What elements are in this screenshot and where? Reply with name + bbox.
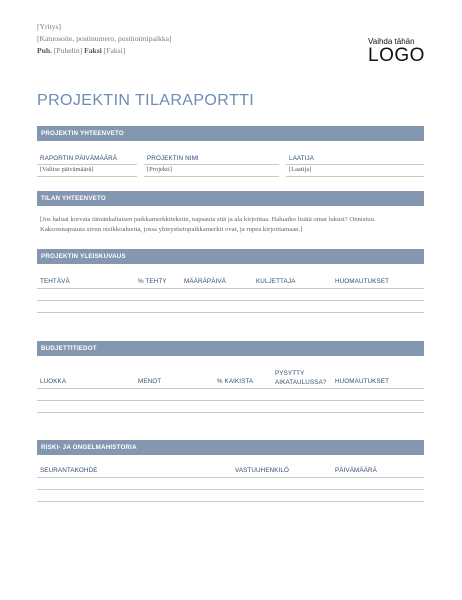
- table-row[interactable]: [37, 501, 424, 502]
- divider: [286, 176, 424, 177]
- logo-placeholder[interactable]: [368, 37, 438, 66]
- company-info: [37, 21, 172, 57]
- phone-label: Puh.: [37, 46, 52, 55]
- column-percent-total: % KAIKISTA: [217, 378, 254, 385]
- divider: [286, 164, 424, 165]
- logo-text: LOGO: [368, 45, 425, 66]
- company-address[interactable]: [Katuosoite, postinumero, postitoimipaikka]: [37, 34, 172, 43]
- section-header-budget: BUDJETTITIEDOT: [37, 341, 424, 356]
- table-row[interactable]: [37, 412, 424, 413]
- divider: [37, 164, 137, 165]
- table-row[interactable]: [37, 312, 424, 313]
- column-notes: HUOMAUTUKSET: [335, 378, 390, 385]
- column-due-date: MÄÄRÄPÄIVÄ: [184, 278, 226, 285]
- divider: [37, 176, 137, 177]
- column-category: LUOKKA: [40, 378, 67, 385]
- column-percent-done: % TEHTY: [138, 278, 167, 285]
- column-responsible: VASTUUHENKILÖ: [235, 467, 290, 474]
- report-date-label: RAPORTIN PÄIVÄMÄÄRÄ: [40, 155, 118, 162]
- author-field[interactable]: [Laatija]: [289, 166, 312, 173]
- section-header-summary: PROJEKTIN YHTEENVETO: [37, 126, 424, 141]
- column-driver: KULJETTAJA: [256, 278, 296, 285]
- company-name[interactable]: [Yritys]: [37, 22, 62, 31]
- section-header-status: TILAN YHTEENVETO: [37, 191, 424, 206]
- table-row[interactable]: [37, 388, 424, 389]
- divider: [144, 164, 279, 165]
- column-notes: HUOMAUTUKSET: [335, 278, 390, 285]
- column-on-schedule: [275, 369, 326, 387]
- table-row[interactable]: [37, 288, 424, 289]
- table-row[interactable]: [37, 477, 424, 478]
- page-title: PROJEKTIN TILARAPORTTI: [37, 92, 255, 109]
- company-contact: [37, 45, 172, 57]
- status-text[interactable]: [Jos haluat korvata tämänkaltaisen paikkamerkkitekstin, napsauta sitä ja ala kirjoittaa. Haluatko lisätä omat lukusi? Onnistuu. Kaksoisnapsauta sivun otsikkoaluetta, jossa yhteystietopaikkamerkit ovat, ja rupea kirjoittamaan.]: [40, 216, 376, 233]
- fax-value[interactable]: [Faksi]: [103, 46, 126, 55]
- author-label: LAATIJA: [289, 155, 315, 162]
- column-expenses: MENOT: [138, 378, 162, 385]
- column-date: PÄIVÄMÄÄRÄ: [335, 467, 377, 474]
- column-task: TEHTÄVÄ: [40, 278, 70, 285]
- project-name-field[interactable]: [Projekti]: [147, 166, 172, 173]
- section-header-risks: RISKI- JA ONGELMAHISTORIA: [37, 440, 424, 455]
- logo-caption: Vaihda tähän: [368, 37, 415, 46]
- column-tracking-item: SEURANTAKOHDE: [40, 467, 98, 474]
- section-header-overview: PROJEKTIN YLEISKUVAUS: [37, 249, 424, 264]
- report-date-field[interactable]: [Valitse päivämäärä]: [40, 166, 94, 173]
- fax-label: Faksi: [84, 46, 102, 55]
- column-on-schedule-line2: AIKATAULUSSA?: [275, 379, 327, 386]
- phone-value[interactable]: [Puhelin]: [53, 46, 83, 55]
- table-row[interactable]: [37, 300, 424, 301]
- table-row[interactable]: [37, 400, 424, 401]
- project-name-label: PROJEKTIN NIMI: [147, 155, 199, 162]
- table-row[interactable]: [37, 489, 424, 490]
- divider: [144, 176, 279, 177]
- column-on-schedule-line1: PYSYTTY: [275, 370, 305, 377]
